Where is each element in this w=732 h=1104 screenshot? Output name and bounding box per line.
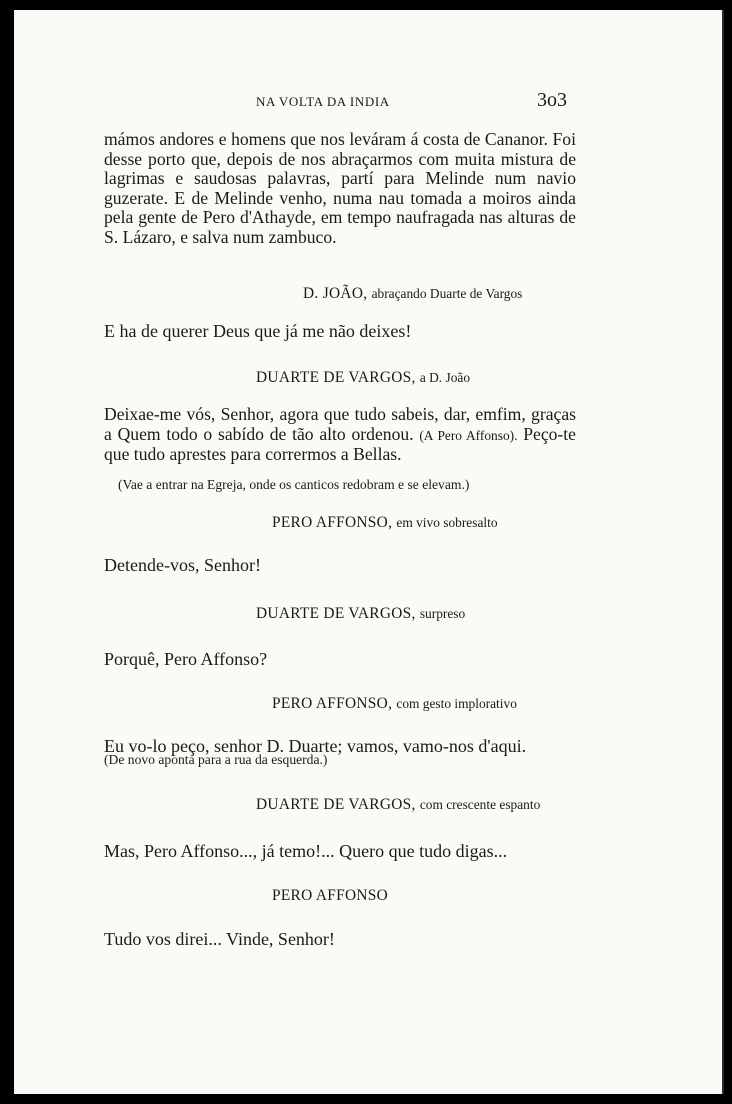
aside-direction: (A Pero Affonso). [419, 427, 518, 443]
speaker-cue-pero [272, 514, 498, 532]
speaker-cue-duarte [256, 369, 470, 387]
stage-direction: com gesto implorativo [396, 696, 517, 711]
stage-direction-line: (Vae a entrar na Egreja, onde os canticos redobram e se elevam.) [118, 477, 470, 492]
speaker-cue-pero [272, 887, 388, 905]
speaker-name: PERO AFFONSO, [272, 514, 393, 531]
stage-direction: a D. João [419, 370, 471, 385]
dialogue-line: Tudo vos direi... Vinde, Senhor! [104, 929, 335, 949]
page-number: 3o3 [537, 89, 567, 111]
stage-direction: surpreso [419, 606, 466, 621]
opening-paragraph: mámos andores e homens que nos leváram á costa de Cananor. Foi desse porto que, depois de nos abraçarmos com muita mistura de lagrimas e saudosas palavras, partí para Melinde num navio guzerate. E de Melinde venho, numa nau tomada a moiros ainda pela gente de Pero d'Athayde, em tempo naufragada nas alturas de S. Lázaro, e salva num zambuco. [104, 129, 576, 247]
dialogue-line: Porquê, Pero Affonso? [104, 649, 268, 669]
dialogue-line: E ha de querer Deus que já me não deixes! [104, 321, 412, 341]
stage-direction: com crescente espanto [419, 797, 541, 812]
speaker-name: PERO AFFONSO [272, 887, 389, 904]
dialogue-paragraph [104, 405, 576, 465]
running-title: NA VOLTA DA INDIA [256, 94, 390, 109]
speaker-cue-duarte [256, 605, 465, 623]
dialogue-text: Deixae-me vós, Senhor, agora que tudo sabeis, dar, emfim, graças a Quem todo o sabído de tão alto ordenou. [104, 404, 576, 444]
dialogue-paragraph: Mas, Pero Affonso..., já temo!... Quero que tudo digas... [104, 841, 508, 861]
dialogue-line: Detende-vos, Senhor! [104, 555, 261, 575]
dialogue-text: Peço-te que tudo aprestes para corrermos a Bellas. [104, 423, 576, 465]
speaker-name: PERO AFFONSO, [272, 695, 393, 712]
stage-direction: em vivo sobresalto [396, 515, 498, 530]
speaker-cue-duarte [256, 796, 540, 814]
speaker-name: DUARTE DE VARGOS, [256, 796, 416, 813]
speaker-cue-pero [272, 695, 517, 713]
speaker-name: DUARTE DE VARGOS, [256, 605, 416, 622]
stage-direction: abraçando Duarte de Vargos [371, 286, 523, 301]
speaker-name: D. JOÃO, [303, 285, 368, 302]
dialogue-line: Eu vo-lo peço, senhor D. Duarte; vamos, vamo-nos d'aqui. [104, 736, 527, 756]
stage-direction-line: (De novo aponta para a rua da esquerda.) [104, 752, 328, 767]
speaker-name: DUARTE DE VARGOS, [256, 369, 416, 386]
speaker-cue-d-joao [303, 285, 522, 303]
